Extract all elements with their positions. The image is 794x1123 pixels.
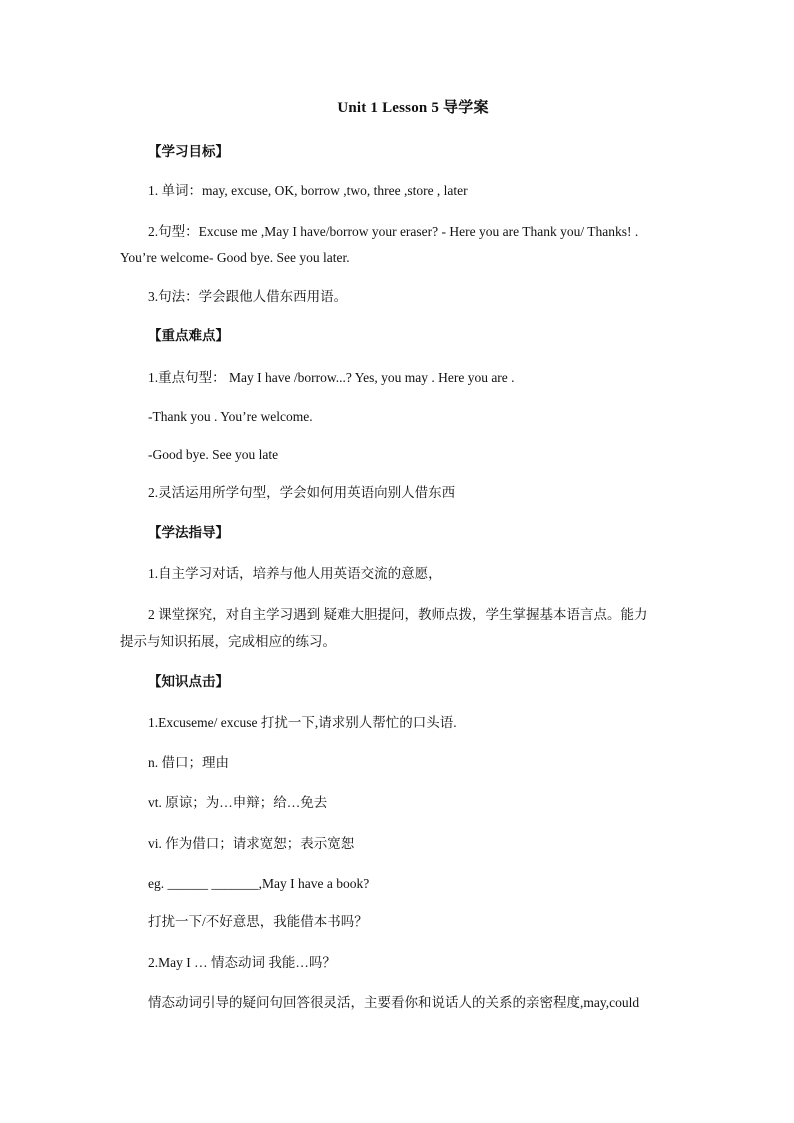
section-heading-knowledge: 【知识点击】 bbox=[148, 674, 229, 689]
section-heading-objectives: 【学习目标】 bbox=[148, 144, 229, 159]
key-points-line-1: 1.重点句型： May I have /borrow...? Yes, you may . Here you are . bbox=[148, 370, 515, 385]
page-title: Unit 1 Lesson 5 导学案 bbox=[337, 100, 489, 116]
knowledge-line-7: 2.May I … 情态动词 我能…吗？ bbox=[148, 955, 336, 970]
objectives-line-2a: 2.句型：Excuse me ,May I have/borrow your eraser? - Here you are Thank you/ Thanks! . bbox=[148, 224, 639, 239]
guidance-line-1: 1.自主学习对话，培养与他人用英语交流的意愿， bbox=[148, 566, 442, 581]
key-points-line-3: -Good bye. See you late bbox=[148, 447, 279, 462]
objectives-line-3: 3.句法：学会跟他人借东西用语。 bbox=[148, 289, 348, 304]
guidance-line-2a: 2 课堂探究，对自主学习遇到 疑难大胆提问，教师点拨，学生掌握基本语言点。能力 bbox=[148, 607, 648, 622]
knowledge-line-2: n. 借口；理由 bbox=[148, 755, 229, 770]
section-heading-guidance: 【学法指导】 bbox=[148, 525, 229, 540]
objectives-line-2b: You’re welcome- Good bye. See you later. bbox=[120, 250, 350, 265]
knowledge-line-6: 打扰一下/不好意思，我能借本书吗？ bbox=[148, 914, 368, 929]
key-points-line-4: 2.灵活运用所学句型，学会如何用英语向别人借东西 bbox=[148, 485, 456, 500]
knowledge-line-3: vt. 原谅；为…申辩；给…免去 bbox=[148, 795, 328, 810]
knowledge-line-8: 情态动词引导的疑问句回答很灵活，主要看你和说话人的关系的亲密程度,may,could bbox=[148, 995, 640, 1010]
knowledge-line-4: vi. 作为借口；请求宽恕；表示宽恕 bbox=[148, 836, 355, 851]
guidance-line-2b: 提示与知识拓展，完成相应的练习。 bbox=[120, 634, 336, 649]
key-points-line-2: -Thank you . You’re welcome. bbox=[148, 409, 313, 424]
objectives-line-1: 1. 单词：may, excuse, OK, borrow ,two, three ,store , later bbox=[148, 183, 468, 198]
knowledge-line-5: eg. ______ _______,May I have a book? bbox=[148, 876, 370, 891]
section-heading-key-points: 【重点难点】 bbox=[148, 328, 229, 343]
knowledge-line-1: 1.Excuseme/ excuse 打扰一下,请求别人帮忙的口头语. bbox=[148, 715, 457, 730]
